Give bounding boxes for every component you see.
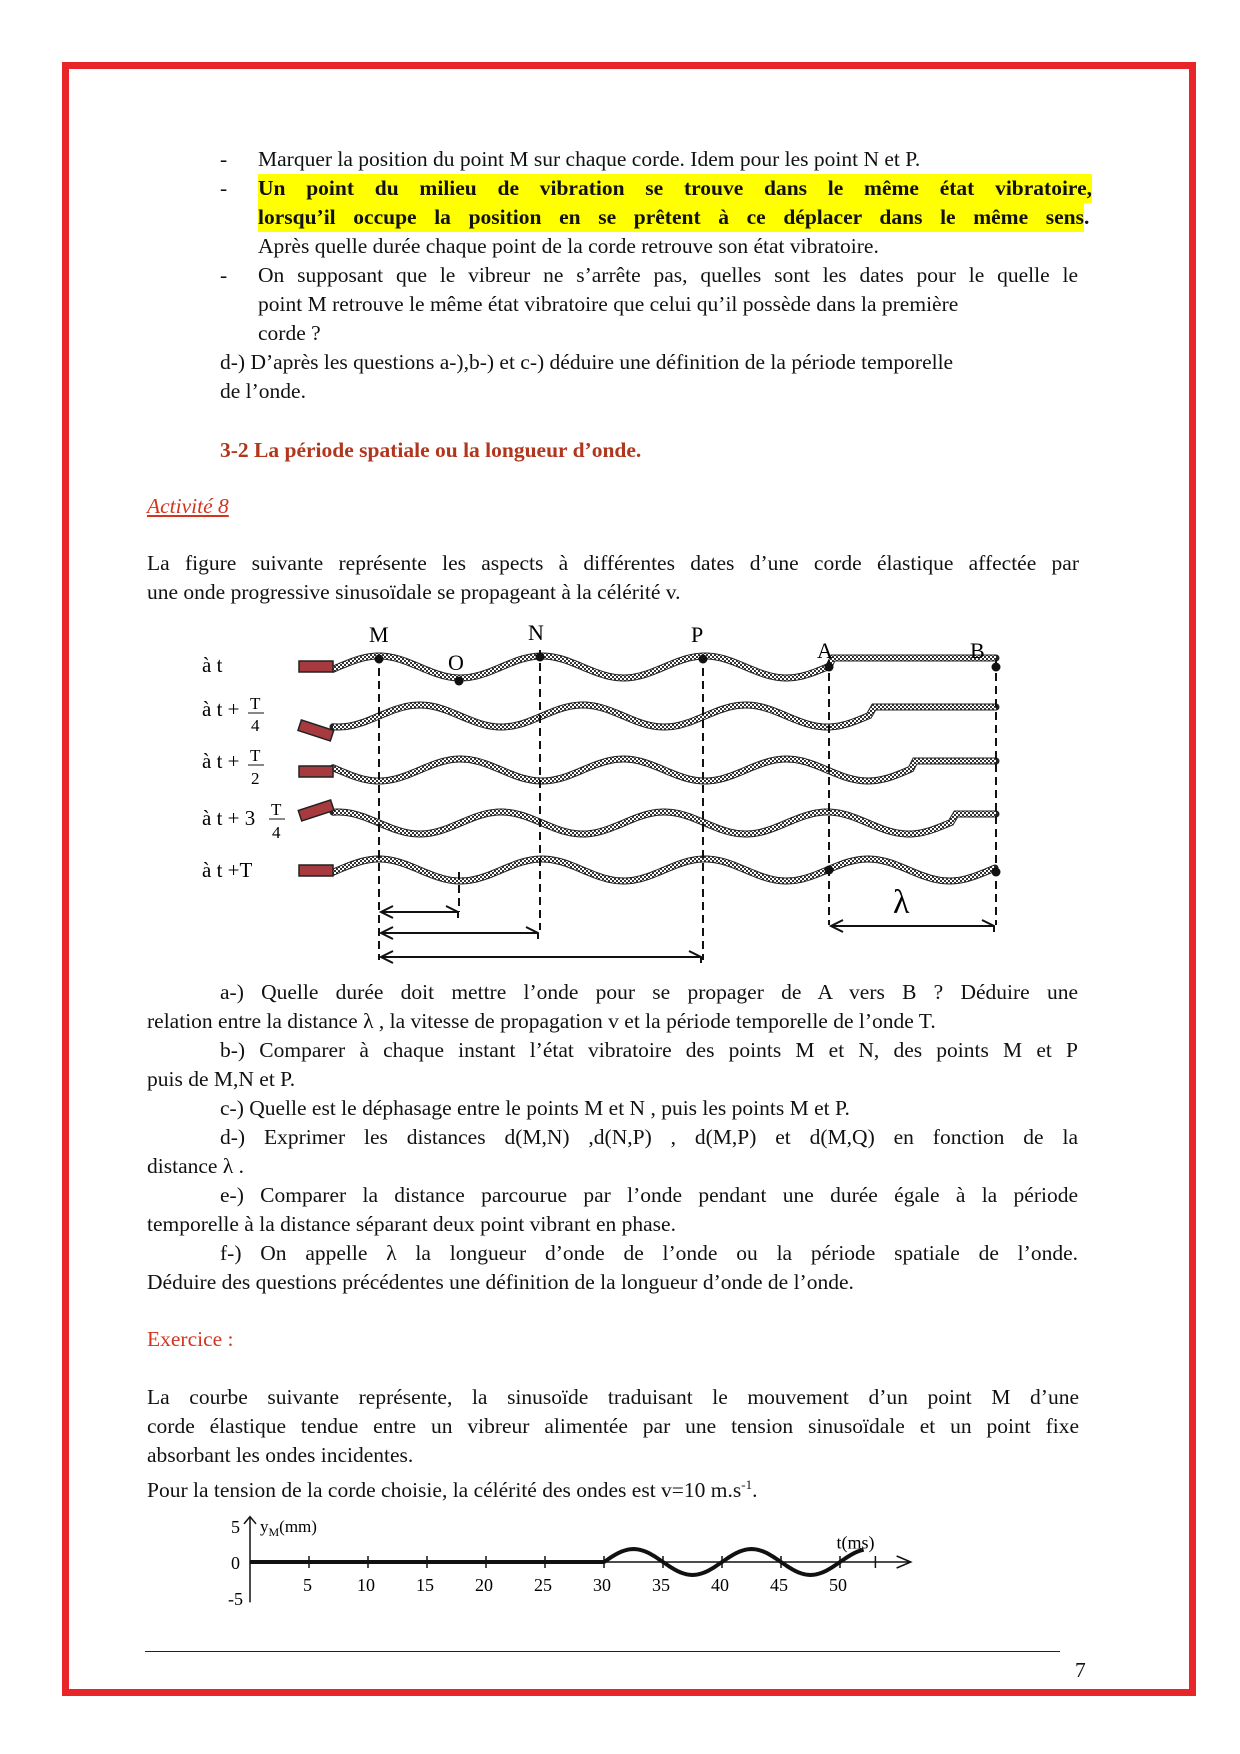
question-d-line1: d-) D’après les questions a-),b-) et c-) déduire une définition de la période temporelle — [220, 350, 954, 374]
rope-row-5 — [333, 859, 995, 881]
frac-denominator: 4 — [272, 823, 281, 842]
bullet-dash: - — [220, 147, 228, 171]
point-dot — [825, 663, 834, 672]
vibrator — [299, 661, 333, 672]
bullet-2-highlight-line2: lorsqu’il occupe la position en se prêtent à ce déplacer dans le même sens — [258, 203, 1084, 232]
celerity-text: Pour la tension de la corde choisie, la célérité des ondes est v=10 m.s — [147, 1478, 742, 1503]
question-e-line1: e-) Comparer la distance parcourue par l’onde pendant une durée égale à la période — [220, 1183, 1078, 1207]
y-axis-label-sub: M — [268, 1525, 280, 1540]
frac-denominator: 2 — [251, 769, 260, 788]
vibrator — [298, 720, 334, 741]
question-d-line2: de l’onde. — [220, 379, 306, 403]
y-tick-label: 0 — [231, 1553, 240, 1573]
rope-row-1 — [333, 656, 996, 678]
bullet-dash: - — [220, 176, 228, 200]
frac-numerator: T — [271, 800, 282, 819]
bullet-2-line3: Après quelle durée chaque point de la corde retrouve son état vibratoire. — [258, 234, 879, 258]
bullet-2-dot: . — [1084, 205, 1090, 229]
label-A: A — [817, 638, 833, 663]
x-tick-label: 45 — [770, 1575, 788, 1595]
row-label-t-half: à t + — [202, 749, 240, 773]
bullet-1: Marquer la position du point M sur chaque corde. Idem pour les point N et P. — [258, 147, 921, 171]
bullet-3-line2: point M retrouve le même état vibratoire que celui qu’il possède dans la première — [258, 292, 959, 316]
footer-rule — [145, 1651, 1060, 1652]
question-f-line1: f-) On appelle λ la longueur d’onde de l’onde ou la période spatiale de l’onde. — [220, 1241, 1078, 1265]
label-P: P — [691, 622, 704, 647]
question-a-line2: relation entre la distance λ , la vitesse de propagation v et la période temporelle de l’onde T. — [147, 1009, 936, 1033]
bullet-3-line1: On supposant que le vibreur ne s’arrête pas, quelles sont les dates pour le quelle le — [258, 263, 1078, 287]
x-tick-label: 50 — [829, 1575, 847, 1595]
row-label-t-T: à t +T — [202, 858, 253, 882]
celerity-exponent: -1 — [741, 1477, 753, 1492]
point-dot — [375, 655, 384, 664]
x-tick-label: 40 — [711, 1575, 729, 1595]
vibrator — [299, 865, 333, 876]
point-dot — [699, 655, 708, 664]
vibrator — [299, 766, 333, 777]
question-e-line2: temporelle à la distance séparant deux point vibrant en phase. — [147, 1212, 676, 1236]
frac-numerator: T — [250, 694, 261, 713]
label-O: O — [448, 650, 464, 675]
question-b-line2: puis de M,N et P. — [147, 1067, 296, 1091]
point-dot — [992, 868, 1001, 877]
question-f-line2: Déduire des questions précédentes une définition de la longueur d’onde de l’onde. — [147, 1270, 854, 1294]
question-d-line2: distance λ . — [147, 1154, 244, 1178]
celerity-end: . — [752, 1478, 758, 1503]
exercise-line2: corde élastique tendue entre un vibreur alimentée par une tension sinusoïdale et un point fixe — [147, 1414, 1079, 1438]
x-tick-label: 5 — [303, 1575, 312, 1595]
point-dot — [825, 866, 834, 875]
page-number: 7 — [1075, 1658, 1086, 1682]
intro-line1: La figure suivante représente les aspects à différentes dates d’une corde élastique affectée par — [147, 551, 1079, 575]
label-B: B — [970, 638, 985, 663]
x-tick-label: 35 — [652, 1575, 670, 1595]
y-axis-label-unit: (mm) — [279, 1517, 317, 1537]
question-c-line1: c-) Quelle est le déphasage entre le points M et N , puis les points M et P. — [220, 1096, 850, 1120]
x-tick-label: 15 — [416, 1575, 434, 1595]
x-axis-label: t(ms) — [836, 1532, 875, 1553]
y-tick-label: 5 — [231, 1517, 240, 1537]
activity-label: Activité 8 — [147, 494, 229, 518]
row-label-t-quarter: à t + — [202, 697, 240, 721]
label-N: N — [528, 620, 544, 645]
vibrator — [298, 800, 334, 821]
question-b-line1: b-) Comparer à chaque instant l’état vibratoire des points M et N, des points M et P — [220, 1038, 1078, 1062]
row-label-t-3quarter: à t + 3 — [202, 806, 256, 830]
exercise-label: Exercice : — [147, 1327, 234, 1351]
point-dot — [536, 653, 545, 662]
bullet-3-line3: corde ? — [258, 321, 321, 345]
x-tick-label: 20 — [475, 1575, 493, 1595]
point-dot — [992, 663, 1001, 672]
label-M: M — [369, 622, 389, 647]
x-tick-label: 25 — [534, 1575, 552, 1595]
row-label-t: à t — [202, 653, 223, 677]
y-axis-label — [260, 1517, 317, 1539]
frac-denominator: 4 — [251, 716, 260, 735]
question-d-line1: d-) Exprimer les distances d(M,N) ,d(N,P) , d(M,P) et d(M,Q) en fonction de la — [220, 1125, 1078, 1149]
exercise-line3: absorbant les ondes incidentes. — [147, 1443, 414, 1467]
question-a-line1: a-) Quelle durée doit mettre l’onde pour se propager de A vers B ? Déduire une — [220, 980, 1078, 1004]
y-axis-label-main: y — [260, 1517, 269, 1537]
ym-chart — [0, 1500, 1240, 1630]
exercise-line1: La courbe suivante représente, la sinusoïde traduisant le mouvement d’un point M d’une — [147, 1385, 1079, 1409]
section-heading: 3-2 La période spatiale ou la longueur d’onde. — [220, 438, 642, 462]
bullet-dash: - — [220, 263, 228, 287]
x-tick-label: 10 — [357, 1575, 375, 1595]
bullet-2-highlight-line1: Un point du milieu de vibration se trouve dans le même état vibratoire, — [258, 174, 1092, 203]
point-dot — [455, 677, 464, 686]
x-tick-label: 30 — [593, 1575, 611, 1595]
y-tick-label: -5 — [228, 1589, 243, 1609]
lambda-label: λ — [893, 884, 910, 921]
frac-numerator: T — [250, 746, 261, 765]
intro-line2: une onde progressive sinusoïdale se propageant à la célérité v. — [147, 580, 681, 604]
